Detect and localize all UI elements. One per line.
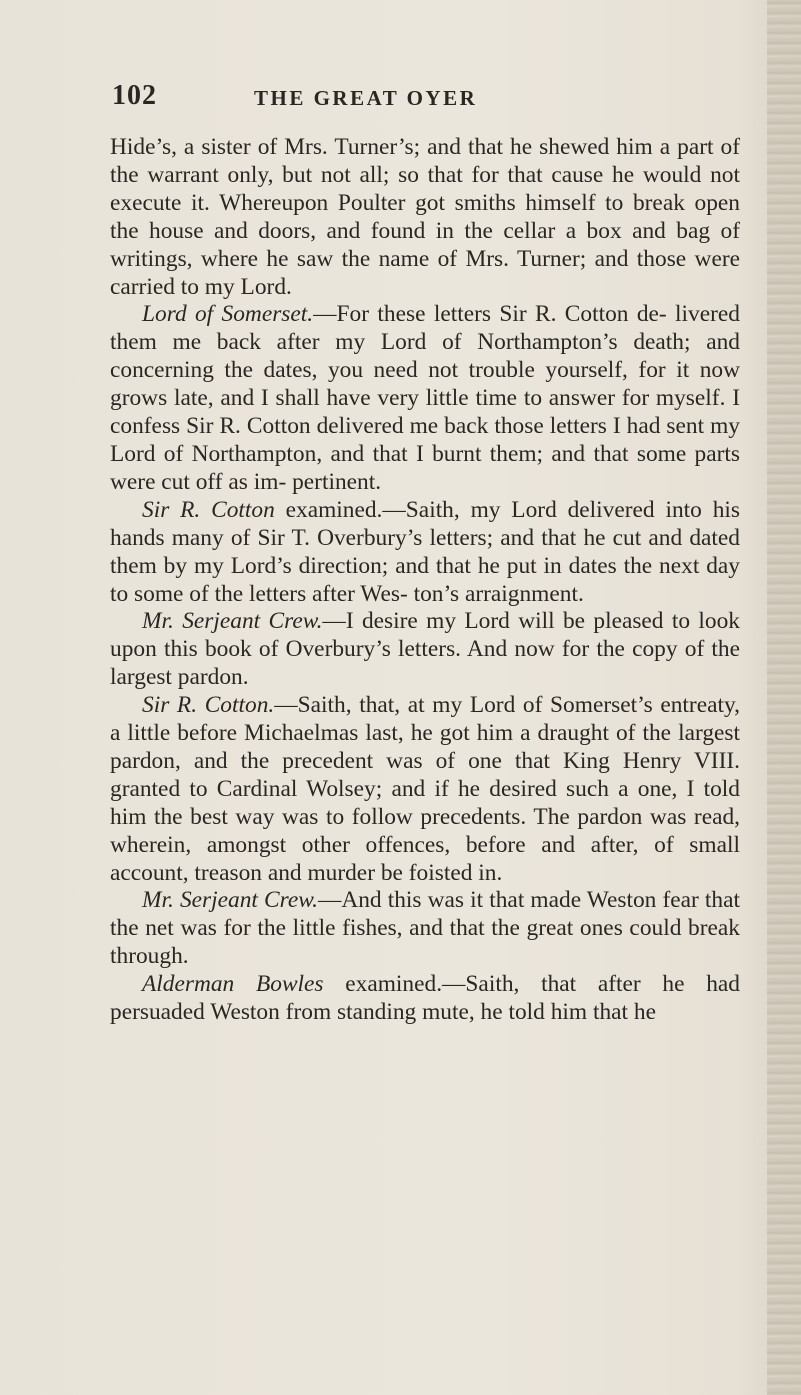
speaker: Lord of Somerset. [142,301,314,328]
paragraph-3 [110,497,740,609]
page-number: 102 [112,80,157,111]
body-text [110,134,740,1027]
paragraph-2 [110,301,740,496]
paragraph-text: —Saith, that, at my Lord of Somerset’s entreaty, a little before Michaelmas last, he got him a draught of the largest pardon, and the precedent was of one that King Henry VIII. granted to Cardinal Wolsey; and if he desired such a one, I told him the best way was to follow precedents. The pardon was read, wherein, amongst other offences, before and after, of small account, treason and murder be foisted in. [110,692,740,886]
paragraph-text: —And this was it that made Weston fear that the net was for the little fishes, and that the great ones could break through. [110,887,740,970]
paragraph-5 [110,692,740,887]
paragraph-7 [110,971,740,1027]
speaker: Mr. Serjeant Crew. [142,608,323,635]
paragraph-1 [110,134,740,301]
page-header [112,80,732,120]
speaker: Sir R. Cotton. [142,692,275,719]
paragraph-text: Hide’s, a sister of Mrs. Turner’s; and that he shewed him a part of the warrant only, but not all; so that for that cause he would not execute it. Whereupon Poulter got smiths himself to break open the house and doors, and found in the cellar a box and bag of writings, where he saw the name of Mrs. Turner; and those were carried to my Lord. [110,134,740,300]
speaker: Sir R. Cotton [142,496,275,523]
paragraph-text: examined.—Saith, that after he had persuaded Weston from standing mute, he told him that he [110,971,740,1026]
page-edge [767,0,801,1395]
paragraph-text: examined.—Saith, my Lord delivered into his hands many of Sir T. Overbury’s letters; and that he cut and dated them by my Lord’s direction; and that he put in dates the next day to some of the letters after Wes- ton’s arraignment. [110,496,740,607]
paragraph-4 [110,608,740,692]
paragraph-6 [110,887,740,971]
running-head: THE GREAT OYER [254,86,478,110]
speaker: Alderman Bowles [142,971,324,998]
speaker: Mr. Serjeant Crew. [142,887,318,914]
paragraph-text: —I desire my Lord will be pleased to look upon this book of Overbury’s letters. And now for the copy of the largest pardon. [110,608,740,691]
paragraph-text: —For these letters Sir R. Cotton de- livered them me back after my Lord of Northampton’s death; and concerning the dates, you need not trouble yourself, for it now grows late, and I shall have very little time to answer for myself. I confess Sir R. Cotton delivered me back those letters I had sent my Lord of Northampton, and that I burnt them; and that some parts were cut off as im- pertinent. [110,301,740,495]
